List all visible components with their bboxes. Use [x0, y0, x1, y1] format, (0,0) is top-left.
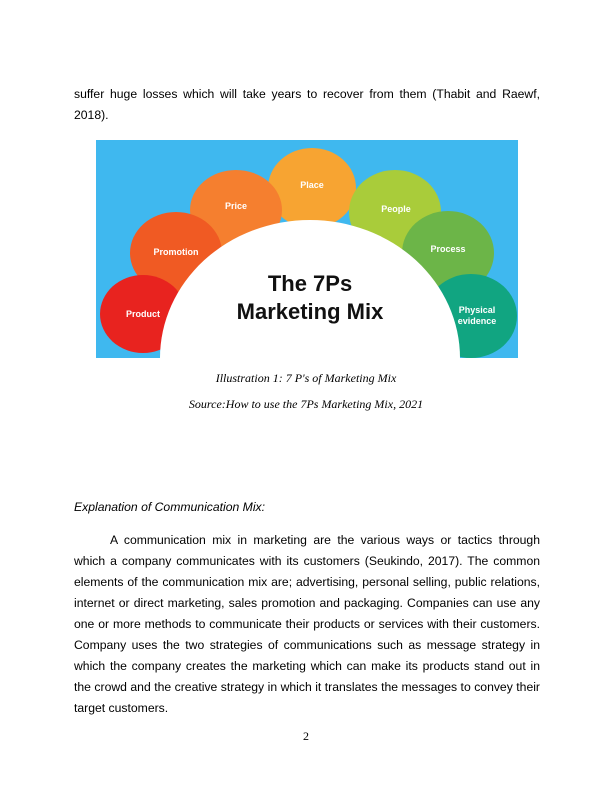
figure-title-line2: Marketing Mix [236, 299, 384, 324]
body-paragraph-text: A communication mix in marketing are the various ways or tactics through which a company communicates with its customers (Seukindo, 2017). The common elements of the communication mix are; advertising, personal selling, public relations, internet or direct marketing, sales promotion and packaging. Companies can use any one or more methods to communicate their products or services with their customers. Company uses the two strategies of communications such as message strategy in which the company creates the marketing which can make its products stand out in the crowd and the creative strategy in which it translates the messages to convey their target customers. [74, 533, 540, 716]
top-paragraph: suffer huge losses which will take years to recover from them (Thabit and Raewf, 2018). [74, 87, 540, 123]
people-label: People [381, 204, 411, 214]
figure-title-line1: The 7Ps [267, 271, 353, 296]
promotion-label: Promotion [153, 247, 199, 257]
process-label: Process [430, 244, 466, 254]
price-label: Price [224, 201, 248, 211]
section-heading: Explanation of Communication Mix: [74, 500, 266, 514]
page-number: 2 [303, 729, 309, 743]
product-label: Product [125, 309, 161, 319]
physical-label: Physical [458, 305, 496, 315]
evidence-label: evidence [457, 316, 497, 326]
body-paragraph [74, 530, 540, 719]
place-label: Place [300, 180, 324, 190]
seven-ps-figure [96, 140, 518, 358]
figure-caption: Illustration 1: 7 P's of Marketing Mix [215, 371, 397, 385]
figure-source: Source:How to use the 7Ps Marketing Mix, 2021 [188, 397, 424, 411]
